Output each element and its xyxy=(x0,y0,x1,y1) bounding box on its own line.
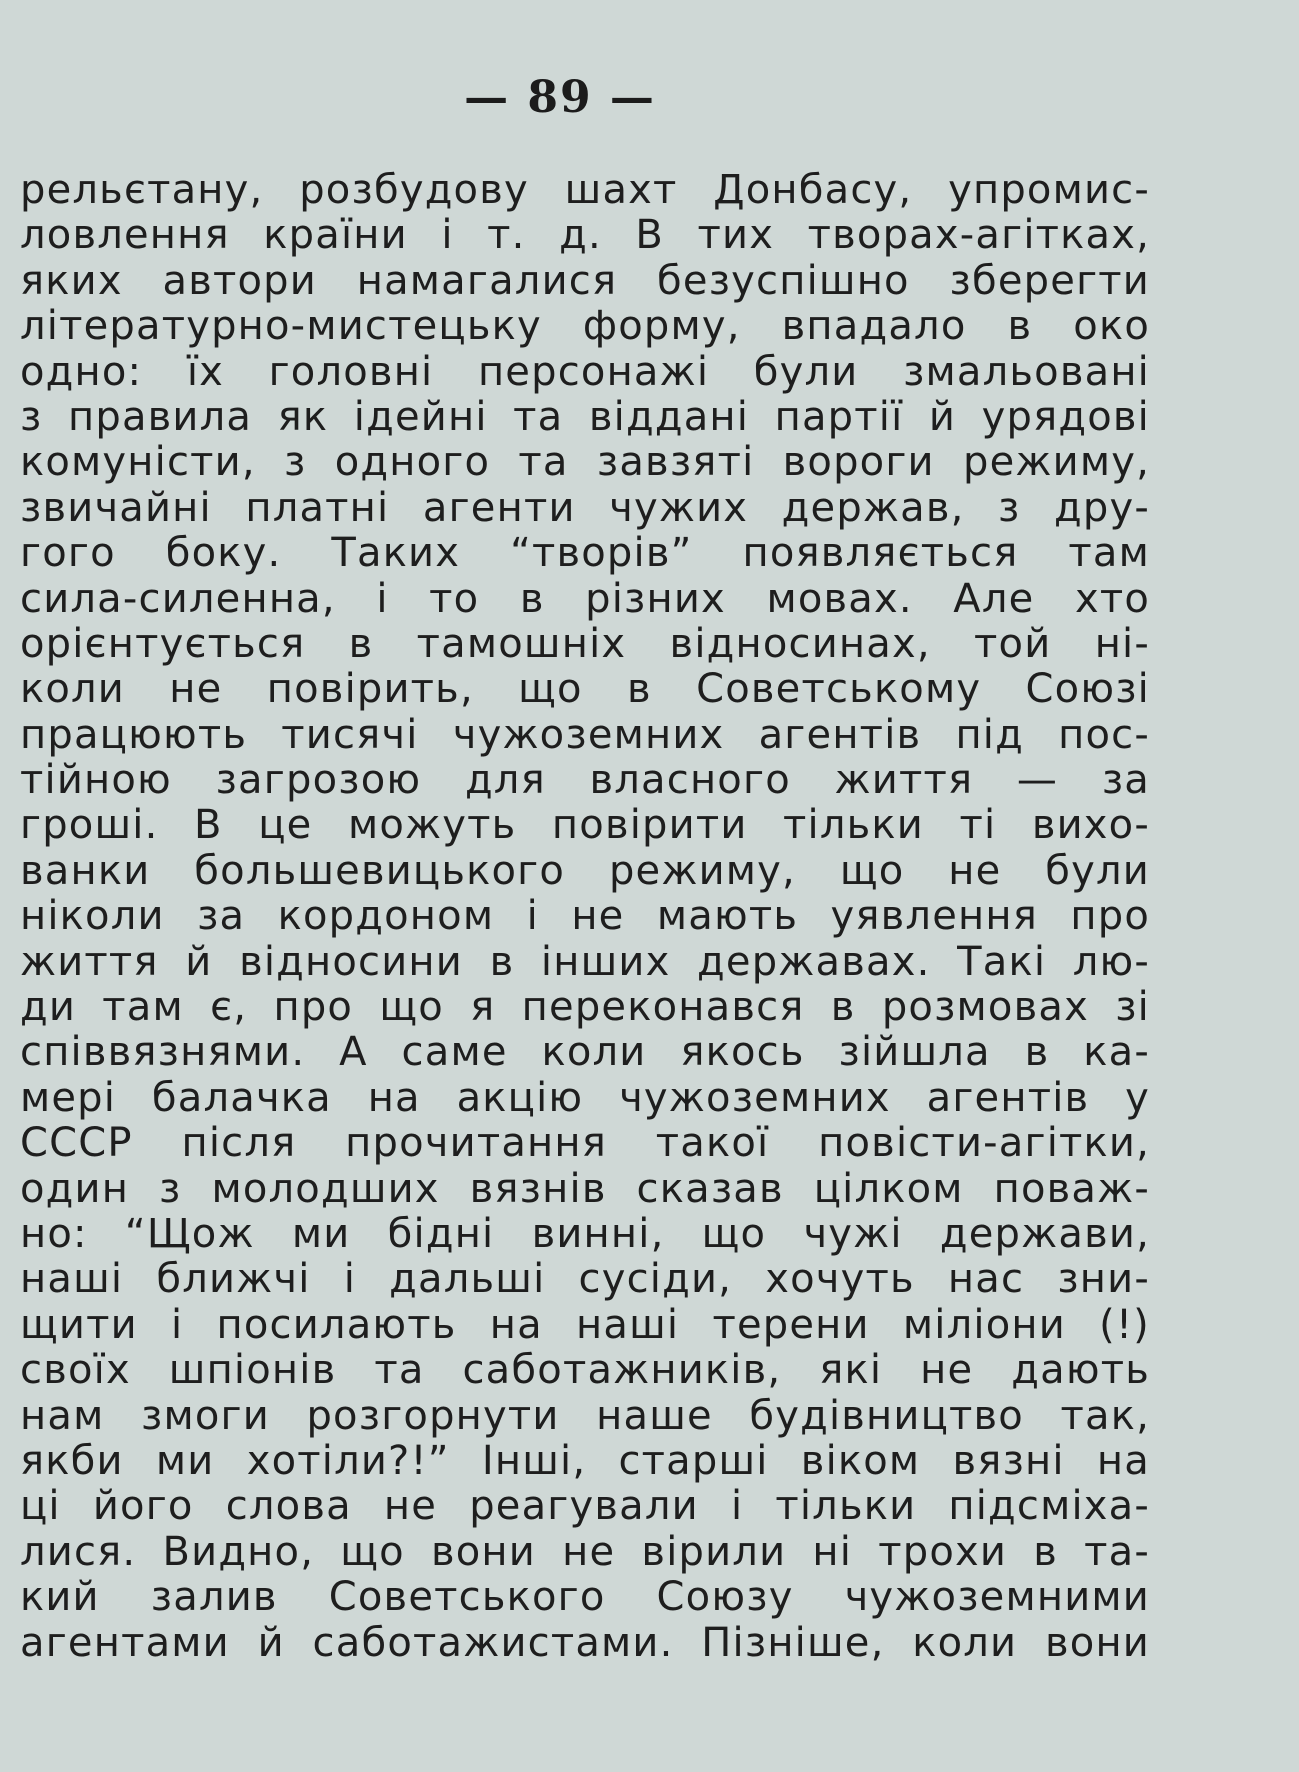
text-line: мері балачка на акцію чужоземних агентів у xyxy=(20,1075,1150,1121)
text-line: одно: їх головні персонажі були змальовані xyxy=(20,349,1150,395)
text-line: нам змоги розгорнути наше будівництво так, xyxy=(20,1393,1150,1439)
text-line: тійною загрозою для власного життя — за xyxy=(20,758,1150,804)
text-line: співвязнями. А саме коли якось зійшла в ка- xyxy=(20,1030,1150,1076)
text-line: ванки большевицького режиму, що не були xyxy=(20,848,1150,894)
body-text xyxy=(20,168,1150,1666)
text-line: ловлення країни і т. д. В тих творах-агітках, xyxy=(20,213,1150,259)
text-line: звичайні платні агенти чужих держав, з дру- xyxy=(20,485,1150,531)
text-line: працюють тисячі чужоземних агентів під пос- xyxy=(20,712,1150,758)
text-line: ди там є, про що я переконався в розмовах зі xyxy=(20,985,1150,1031)
text-line: орієнтується в тамошніх відносинах, той ні- xyxy=(20,621,1150,667)
text-line: наші ближчі і дальші сусіди, хочуть нас зни- xyxy=(20,1257,1150,1303)
text-line: один з молодших вязнів сказав цілком повaж- xyxy=(20,1166,1150,1212)
text-line: з правила як ідейні та віддані партії й урядові xyxy=(20,394,1150,440)
text-line: рельєтану, розбудову шахт Донбасу, упромис- xyxy=(20,168,1150,213)
text-line: щити і посилають на наші терени міліони (!) xyxy=(20,1302,1150,1348)
text-line: ніколи за кордоном і не мають уявлення про xyxy=(20,894,1150,940)
text-line: гроші. В це можуть повірити тільки ті вихо- xyxy=(20,803,1150,849)
text-line: життя й відносини в інших державах. Такі лю- xyxy=(20,939,1150,985)
text-line: комуністи, з одного та завзяті вороги режиму, xyxy=(20,440,1150,486)
text-line: СССР після прочитання такої повісти-агітки, xyxy=(20,1121,1150,1167)
text-line: сила-силенна, і то в різних мовах. Але хто xyxy=(20,576,1150,622)
text-line: якби ми хотіли?!” Інші, старші віком вязні на xyxy=(20,1438,1150,1484)
text-line: своїх шпіонів та саботажників, які не дають xyxy=(20,1348,1150,1394)
text-line: но: “Щож ми бідні винні, що чужі держави, xyxy=(20,1211,1150,1257)
text-line: агентами й саботажистами. Пізніше, коли вони xyxy=(20,1620,1150,1666)
text-line: гого боку. Таких “творів” появляється там xyxy=(20,531,1150,577)
text-line: ці його слова не реагували і тільки підсміха- xyxy=(20,1484,1150,1530)
page-number: — 89 — xyxy=(464,72,656,123)
text-line: коли не повірить, що в Советському Союзі xyxy=(20,667,1150,713)
text-line: лися. Видно, що вони не вірили ні трохи в та- xyxy=(20,1529,1150,1575)
text-line: яких автори намагалися безуспішно зберегти xyxy=(20,258,1150,304)
text-line: кий залив Советського Союзу чужоземними xyxy=(20,1575,1150,1621)
text-line: літературно-мистецьку форму, впадало в око xyxy=(20,304,1150,350)
